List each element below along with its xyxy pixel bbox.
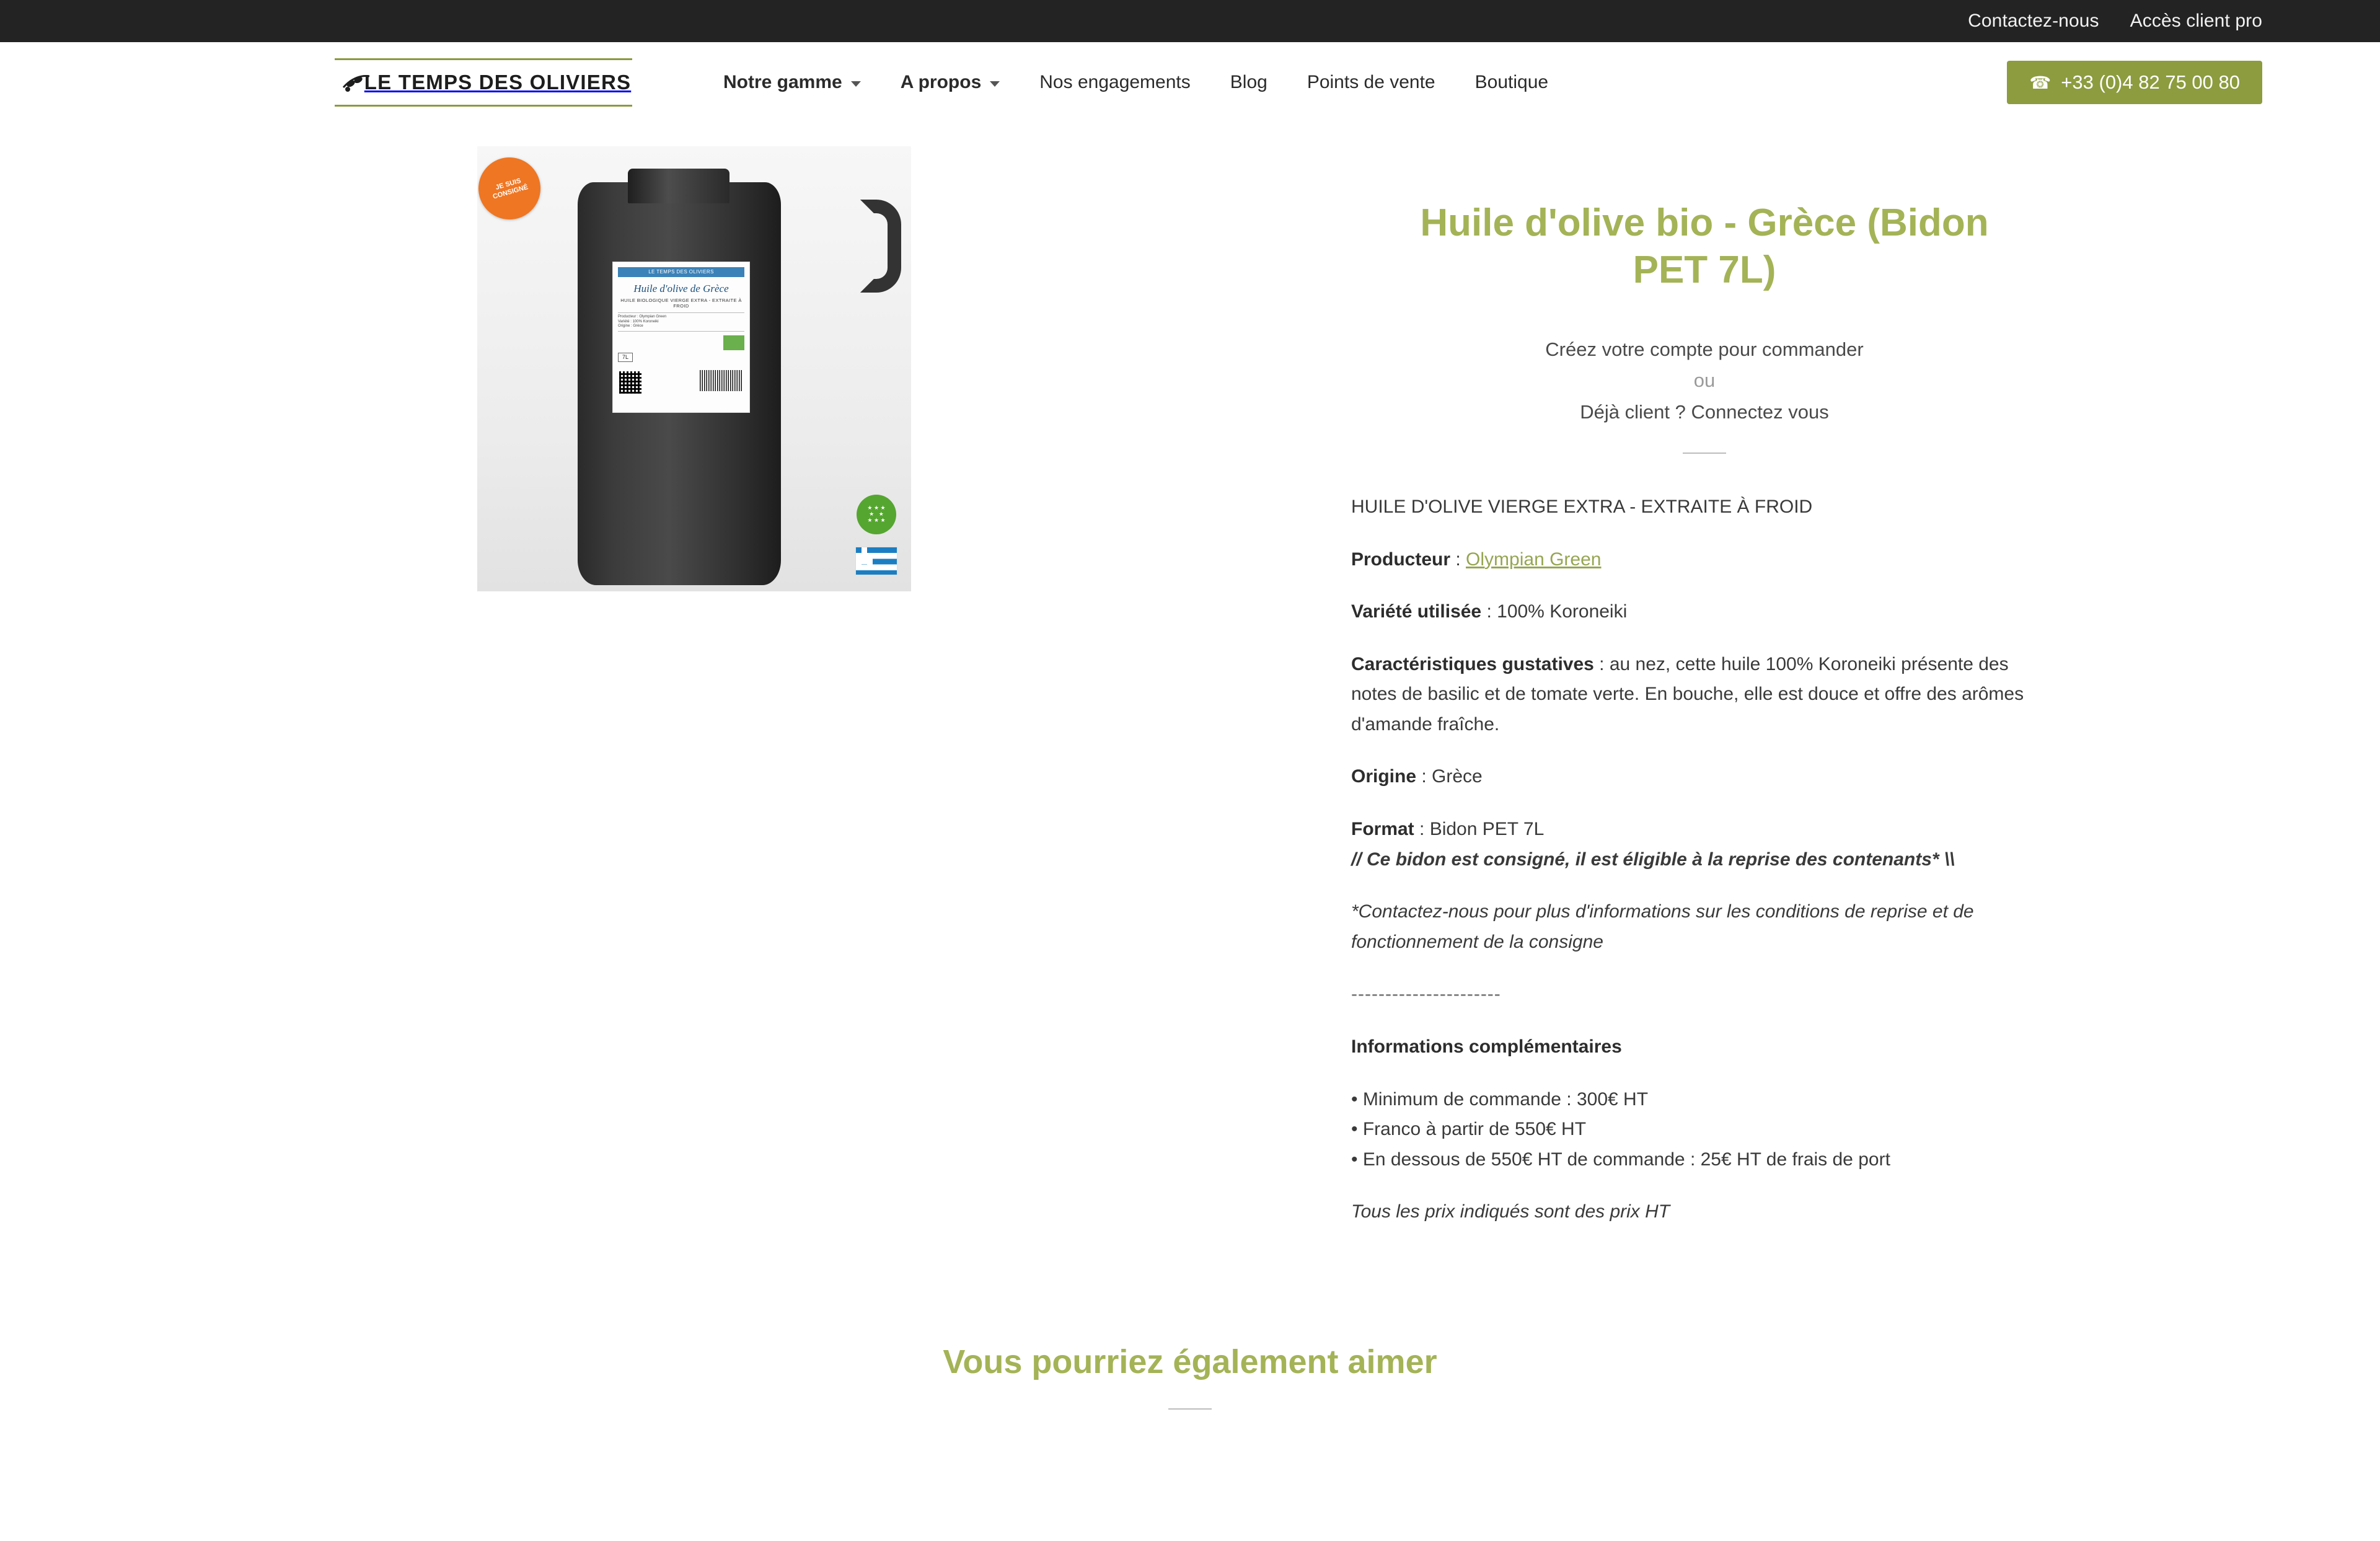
taste-line (1351, 650, 2058, 740)
main-navigation (703, 72, 1568, 93)
nav-item-label: A propos (900, 72, 982, 92)
taste-label: Caractéristiques gustatives (1351, 653, 1594, 674)
extra-info-title (1351, 1032, 2058, 1062)
product-description (1351, 492, 2058, 1227)
account-or-label: ou (1693, 369, 1716, 392)
logo-wordmark: LE TEMPS DES OLIVIERS (364, 71, 632, 94)
greece-flag-icon (855, 547, 897, 575)
site-header (0, 42, 2380, 123)
format-label: Format (1351, 819, 1414, 840)
producer-separator: : (1450, 549, 1466, 570)
producer-label: Producteur (1351, 549, 1451, 570)
divider (1683, 453, 1726, 454)
label-detail-line: Origine : Grèce (618, 324, 643, 329)
chevron-down-icon (851, 81, 861, 87)
topbar-link-contact[interactable]: Contactez-nous (1968, 11, 2099, 31)
phone-cta-button[interactable] (2007, 61, 2262, 104)
taste-value: : au nez, cette huile 100% Koroneiki présente des notes de basilic et de tomate verte. En bouche, elle est douce et offre des arômes d'amande fraîche. (1351, 653, 2024, 735)
product-image[interactable] (477, 146, 911, 591)
variety-value: : 100% Koroneiki (1481, 601, 1628, 622)
extra-info-title-text: Informations complémentaires (1351, 1036, 1622, 1058)
login-link[interactable]: Déjà client ? Connectez vous (1580, 400, 1829, 423)
jar-handle-graphic (860, 200, 901, 293)
description-headline: HUILE D'OLIVE VIERGE EXTRA - EXTRAITE À FROID (1351, 496, 1813, 517)
product-section (0, 123, 2380, 1250)
footer-spacer (0, 1410, 2380, 1447)
section-separator: ---------------------- (1351, 984, 1501, 1005)
product-info (1351, 146, 2380, 1250)
nav-item-nos-engagements[interactable] (1020, 72, 1210, 93)
label-detail-line: Producteur : Olympian Green (618, 315, 667, 319)
product-gallery (0, 146, 1351, 1250)
label-volume: 7L (618, 353, 633, 362)
label-detail-line: Variété : 100% Koroneiki (618, 319, 659, 324)
extra-info-list (1351, 1085, 2058, 1175)
account-prompt (1351, 334, 2058, 454)
jar-neck-graphic (628, 169, 729, 203)
label-brand: LE TEMPS DES OLIVIERS (618, 267, 744, 277)
related-products-section (0, 1343, 2380, 1410)
nav-item-boutique[interactable] (1455, 72, 1568, 93)
label-subtitle: HUILE BIOLOGIQUE VIERGE EXTRA - EXTRAITE À FROID (620, 297, 742, 309)
price-note: Tous les prix indiqués sont des prix HT (1351, 1201, 1670, 1222)
site-logo[interactable] (335, 58, 632, 107)
qr-code-icon (619, 371, 641, 394)
phone-icon: ☎ (2029, 73, 2052, 92)
nav-item-blog[interactable] (1210, 72, 1287, 93)
nav-item-label: Points de vente (1307, 72, 1435, 92)
related-products-title: Vous pourriez également aimer (943, 1343, 1437, 1380)
variety-line (1351, 597, 2058, 627)
list-item: • Franco à partir de 550€ HT (1351, 1119, 1587, 1140)
producer-link[interactable]: Olympian Green (1466, 549, 1602, 570)
barcode-icon (700, 370, 743, 391)
deposit-footnote: *Contactez-nous pour plus d'informations sur les conditions de reprise et de fonctionnement de la consigne (1351, 901, 1974, 952)
list-item: • Minimum de commande : 300€ HT (1351, 1088, 1649, 1110)
utility-bar (0, 0, 2380, 42)
nav-item-label: Notre gamme (723, 72, 842, 92)
list-item: • En dessous de 550€ HT de commande : 25€ HT de frais de port (1351, 1149, 1890, 1170)
chevron-down-icon (990, 81, 1000, 87)
organic-badge-icon: ★ ★ ★ ★ ★ ★ ★ ★ (857, 495, 896, 534)
nav-item-a-propos[interactable] (881, 72, 1020, 93)
eu-organic-leaf-icon (723, 335, 744, 350)
origin-value: : Grèce (1416, 766, 1483, 787)
olive-branch-icon (341, 69, 372, 100)
bottle-label (612, 262, 750, 413)
page-title: Huile d'olive bio - Grèce (Bidon PET 7L) (1420, 201, 1989, 291)
format-line (1351, 815, 2058, 845)
origin-line (1351, 762, 2058, 792)
label-title: Huile d'olive de Grèce (633, 283, 729, 294)
label-details (618, 312, 744, 332)
nav-item-label: Boutique (1474, 72, 1549, 92)
deposit-badge: JE SUIS CONSIGNÉ (477, 150, 548, 227)
nav-item-notre-gamme[interactable] (703, 72, 881, 93)
variety-label: Variété utilisée (1351, 601, 1482, 622)
deposit-note: // Ce bidon est consigné, il est éligible à la reprise des contenants* \\ (1351, 849, 1955, 870)
nav-item-label: Blog (1230, 72, 1267, 92)
create-account-link[interactable]: Créez votre compte pour commander (1545, 338, 1864, 361)
topbar-link-pro-access[interactable]: Accès client pro (2130, 11, 2262, 31)
nav-item-label: Nos engagements (1039, 72, 1191, 92)
format-value: : Bidon PET 7L (1414, 819, 1545, 840)
origin-label: Origine (1351, 766, 1417, 787)
nav-item-points-de-vente[interactable] (1287, 72, 1455, 93)
producer-line (1351, 545, 2058, 575)
phone-number: +33 (0)4 82 75 00 80 (2061, 71, 2240, 93)
